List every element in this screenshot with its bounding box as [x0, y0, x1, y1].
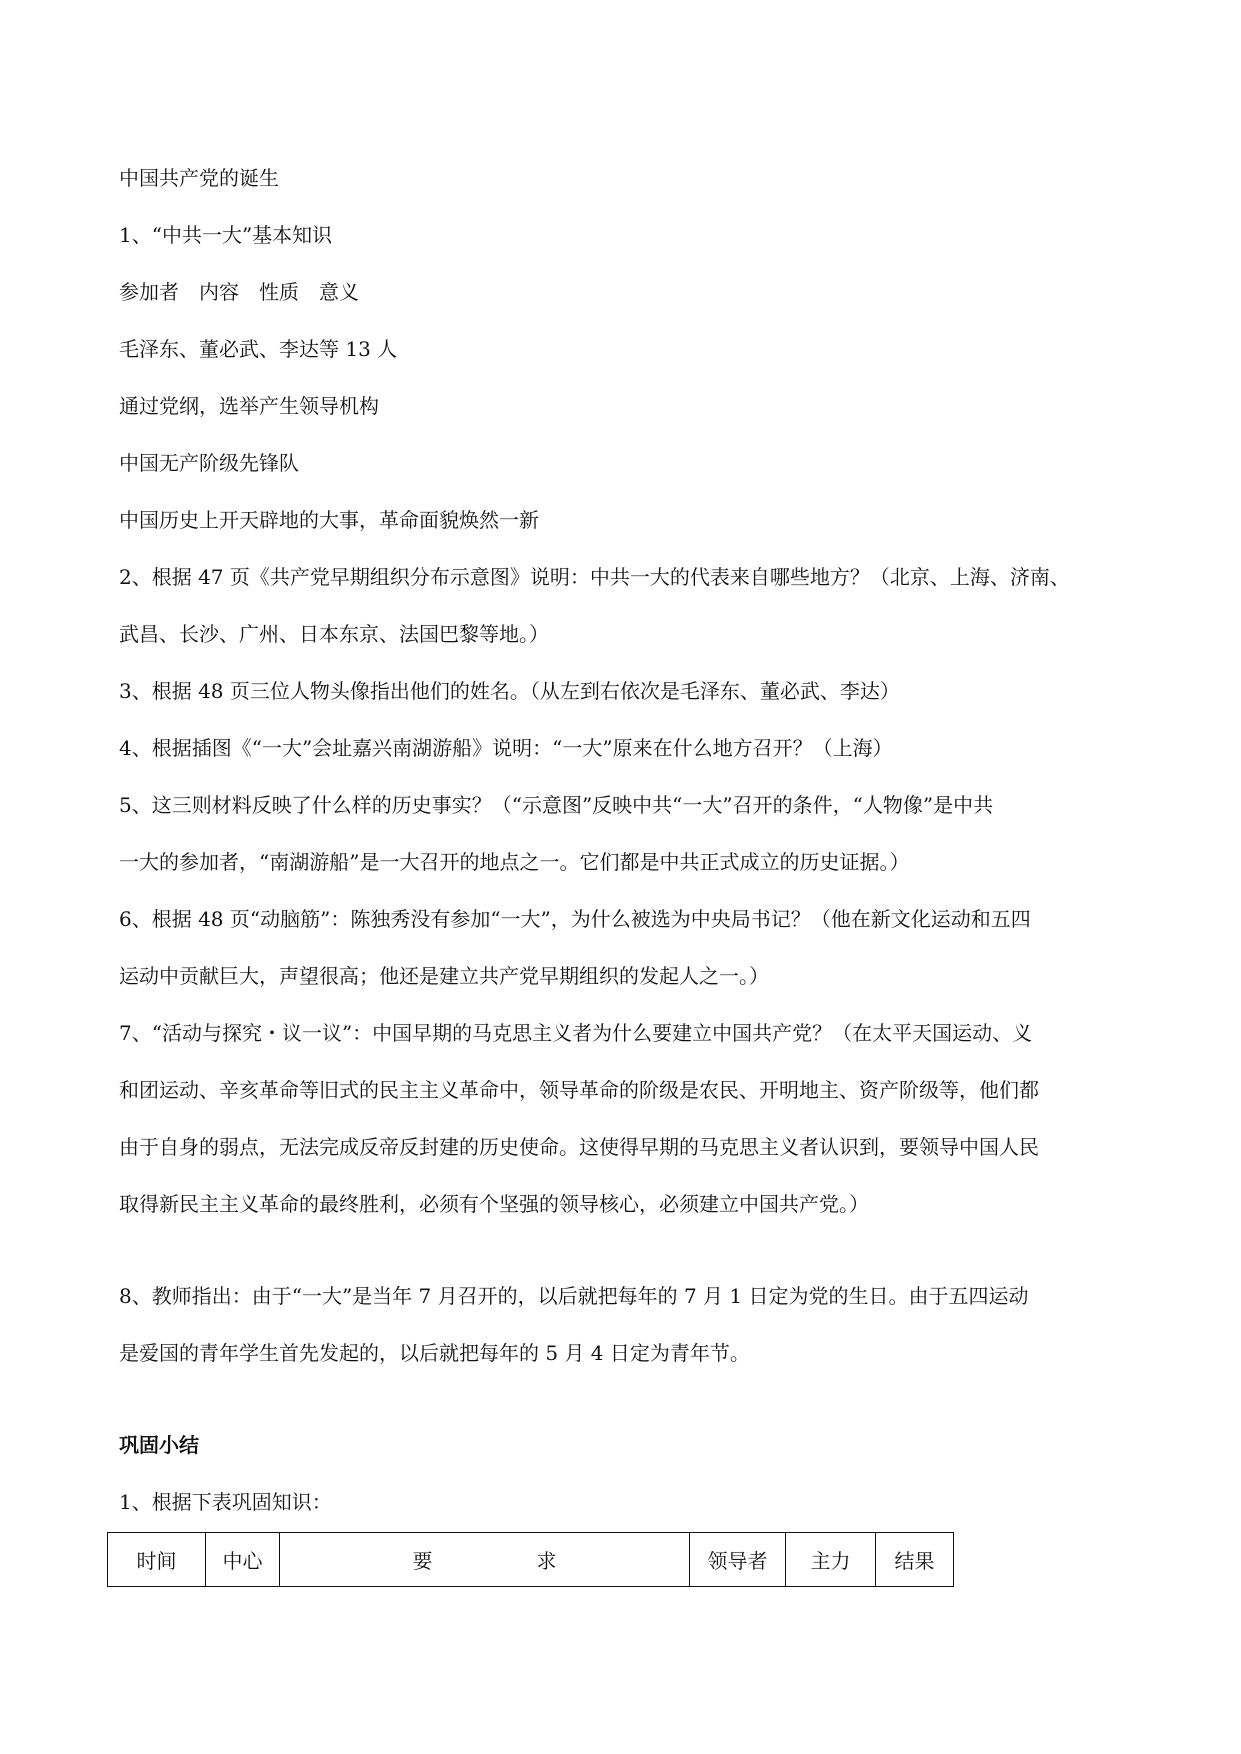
text-line: 和团运动、辛亥革命等旧式的民主主义革命中，领导革命的阶级是农民、开明地主、资产阶级等，他们都	[119, 1078, 1039, 1102]
text-line: 5、这三则材料反映了什么样的历史事实？（“示意图”反映中共“一大”召开的条件，“人物像”是中共	[119, 793, 994, 817]
text-line: 一大的参加者，“南湖游船”是一大召开的地点之一。它们都是中共正式成立的历史证据。）	[119, 850, 910, 874]
text-line: 2、根据 47 页《共产党早期组织分布示意图》说明：中共一大的代表来自哪些地方？（北京、上海、济南、	[119, 565, 1070, 589]
text-line: 武昌、长沙、广州、日本东京、法国巴黎等地。）	[119, 622, 549, 646]
text-line: 运动中贡献巨大，声望很高；他还是建立共产党早期组织的发起人之一。）	[119, 964, 769, 988]
text-line: 中国无产阶级先锋队	[119, 451, 299, 475]
document-title: 中国共产党的诞生	[119, 166, 279, 190]
text-line: 中国历史上开天辟地的大事，革命面貌焕然一新	[119, 508, 539, 532]
summary-table-header	[107, 1532, 954, 1587]
table-header-cell: 结果	[894, 1549, 935, 1573]
text-line: 通过党纲，选举产生领导机构	[119, 394, 379, 418]
text-line: 由于自身的弱点，无法完成反帝反封建的历史使命。这使得早期的马克思主义者认识到，要领导中国人民	[119, 1135, 1039, 1159]
table-header-cell-requirements	[280, 1533, 690, 1586]
table-header-char: 求	[536, 1549, 557, 1573]
table-header-cell: 中心	[206, 1533, 280, 1586]
table-header-cell: 领导者	[690, 1533, 786, 1586]
text-line: 毛泽东、董必武、李达等 13 人	[119, 337, 398, 361]
table-intro: 1、根据下表巩固知识：	[119, 1490, 332, 1514]
text-line: 4、根据插图《“一大”会址嘉兴南湖游船》说明：“一大”原来在什么地方召开？（上海）	[119, 736, 893, 760]
text-line: 3、根据 48 页三位人物头像指出他们的姓名。（从左到右依次是毛泽东、董必武、李达）	[119, 679, 900, 703]
text-line: 取得新民主主义革命的最终胜利，必须有个坚强的领导核心，必须建立中国共产党。）	[119, 1192, 869, 1216]
text-line: 参加者 内容 性质 意义	[119, 280, 359, 304]
text-line: 1、“中共一大”基本知识	[119, 223, 333, 247]
text-line: 8、教师指出：由于“一大”是当年 7 月召开的，以后就把每年的 7 月 1 日定为党的生日。由于五四运动	[119, 1284, 1029, 1308]
text-line: 6、根据 48 页“动脑筋”：陈独秀没有参加“一大”，为什么被选为中央局书记？（他在新文化运动和五四	[119, 907, 1031, 931]
text-line: 7、“活动与探究・议一议”：中国早期的马克思主义者为什么要建立中国共产党？（在太平天国运动、义	[119, 1021, 1033, 1045]
table-header-cell: 主力	[786, 1533, 876, 1586]
table-header-char: 要	[412, 1549, 433, 1573]
section-heading: 巩固小结	[119, 1433, 199, 1457]
text-line: 是爱国的青年学生首先发起的，以后就把每年的 5 月 4 日定为青年节。	[119, 1341, 750, 1365]
table-header-cell: 时间	[108, 1533, 206, 1586]
